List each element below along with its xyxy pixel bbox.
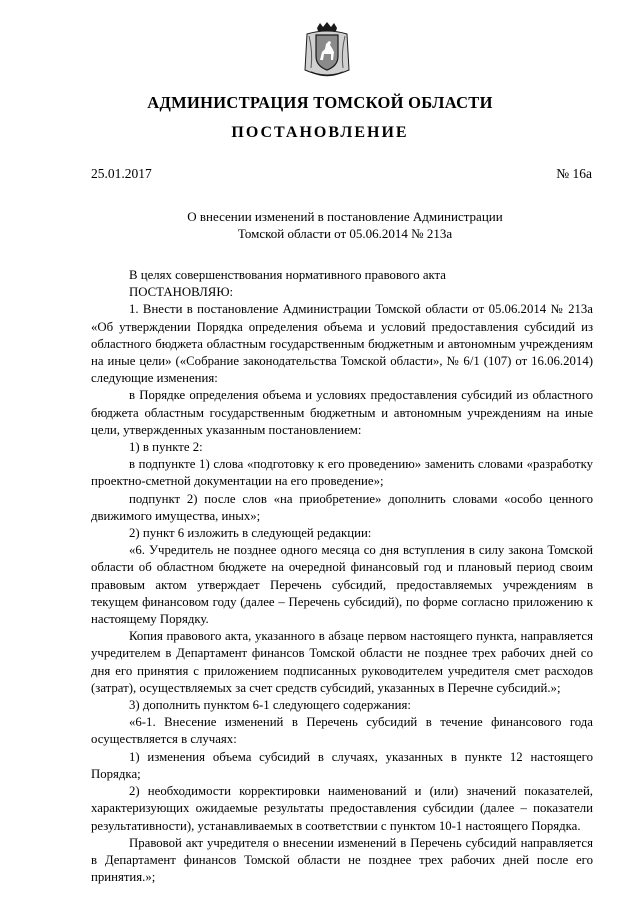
organization-title: АДМИНИСТРАЦИЯ ТОМСКОЙ ОБЛАСТИ (147, 93, 493, 112)
paragraph: 2) необходимости корректировки наименований и (или) значений показателей, характеризующих ожидаемые результаты предоставления субсидии (далее – показатели результативности), устанавливаемых в соответствии с пунктом 10-1 настоящего Порядка. (91, 784, 593, 833)
paragraph: 2) пункт 6 изложить в следующей редакции: (129, 526, 372, 541)
paragraph: в Порядке определения объема и условиях предоставления субсидий из областного бюджета областным государственным бюджетным и автономным учреждениям на иные цели, утвержденных указанным постановлением: (91, 388, 593, 437)
paragraph: «6. Учредитель не позднее одного месяца со дня вступления в силу закона Томской области об областном бюджете на очередной финансовый год и плановый период своим правовым актом утверждает Перечень субсидий, предоставляемых учреждениям в текущем финансовом году (далее – Перечень субсидий), по форме согласно приложению к настоящему Порядку. (91, 543, 593, 627)
document-number: № 16а (556, 166, 592, 181)
paragraph: 1) изменения объема субсидий в случаях, указанных в пункте 12 настоящего Порядка; (91, 749, 593, 781)
document-subject (150, 208, 540, 242)
document-body (91, 267, 593, 886)
paragraph: в подпункте 1) слова «подготовку к его проведению» заменить словами «разработку проектно-сметной документации на его проведение»; (91, 457, 593, 489)
paragraph: подпункт 2) после слов «на приобретение» дополнить словами «особо ценного движимого имущества, иных»; (91, 491, 593, 523)
paragraph: 3) дополнить пунктом 6-1 следующего содержания: (129, 698, 411, 713)
subject-line: О внесении изменений в постановление Администрации (187, 209, 503, 224)
document-type: ПОСТАНОВЛЕНИЕ (231, 124, 409, 141)
coat-of-arms-icon (303, 22, 351, 80)
paragraph: Копия правового акта, указанного в абзаце первом настоящего пункта, направляется учредителем в Департамент финансов Томской области не позднее трех рабочих дней со дня его принятия с приложением подписанных руководителем учредителя смет расходов (затрат), осуществляемых за счет средств субсидий, указанных в Перечне субсидий.»; (91, 629, 593, 695)
paragraph: «6-1. Внесение изменений в Перечень субсидий в течение финансового года осуществляется в случаях: (91, 715, 593, 747)
paragraph: 1. Внести в постановление Администрации Томской области от 05.06.2014 № 213а «Об утверждении Порядка определения объема и условий предоставления субсидий из областного бюджета областным государственным бюджетным и автономным учреждениям на иные цели» («Собрание законодательства Томской области», № 6/1 (107) от 16.06.2014) следующие изменения: (91, 302, 593, 386)
paragraph: Правовой акт учредителя о внесении изменений в Перечень субсидий направляется в Департамент финансов Томской области не позднее трех рабочих дней после его принятия.»; (91, 835, 593, 885)
document-date: 25.01.2017 (91, 166, 152, 181)
paragraph: ПОСТАНОВЛЯЮ: (129, 285, 234, 300)
subject-line: Томской области от 05.06.2014 № 213а (237, 226, 453, 241)
paragraph: 1) в пункте 2: (129, 440, 203, 455)
paragraph: В целях совершенствования нормативного правового акта (129, 268, 446, 282)
